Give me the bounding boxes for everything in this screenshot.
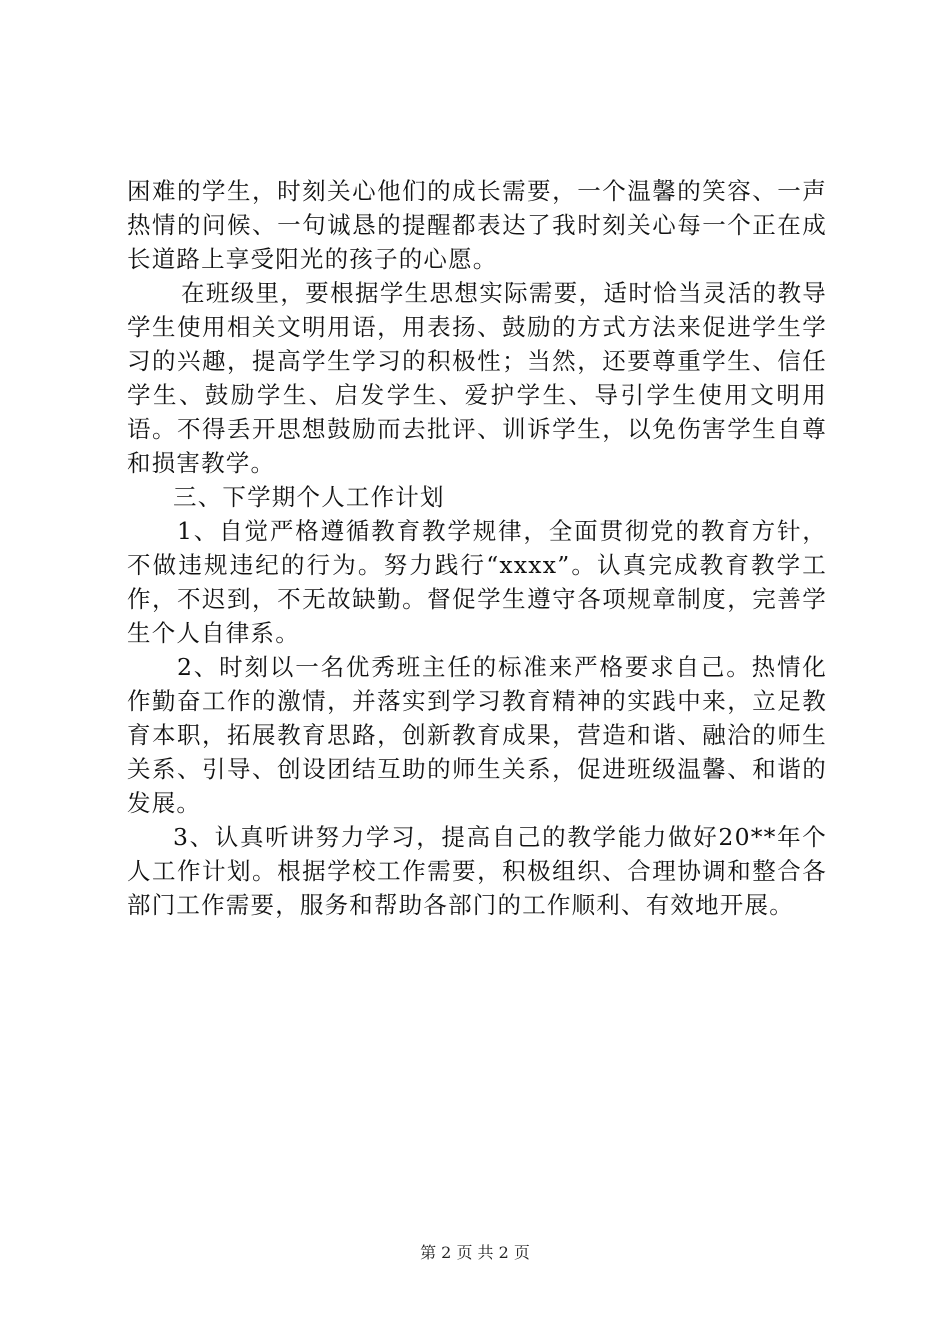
- plan-item-3: 3、认真听讲努力学习，提高自己的教学能力做好20**年个人工作计划。根据学校工作需要，积极组织、合理协调和整合各部门工作需要，服务和帮助各部门的工作顺利、有效地开展。: [127, 823, 827, 919]
- section-heading-next-term-plan: 三、下学期个人工作计划: [173, 483, 445, 511]
- paragraph-continuation: 困难的学生，时刻关心他们的成长需要，一个温馨的笑容、一声热情的问候、一句诚恳的提醒都表达了我时刻关心每一个正在成长道路上享受阳光的孩子的心愿。: [127, 177, 827, 273]
- document-body: [127, 174, 827, 922]
- page-number-footer: 第 2 页 共 2 页: [420, 1243, 530, 1262]
- paragraph-class-guidance: 在班级里，要根据学生思想实际需要，适时恰当灵活的教导学生使用相关文明用语，用表扬、鼓励的方式方法来促进学生学习的兴趣，提高学生学习的积极性；当然，还要尊重学生、信任学生、鼓励学生、启发学生、爱护学生、导引学生使用文明用语。不得丢开思想鼓励而去批评、训诉学生，以免伤害学生自尊和损害教学。: [127, 279, 827, 477]
- plan-item-2: 2、时刻以一名优秀班主任的标准来严格要求自己。热情化作勤奋工作的激情，并落实到学习教育精神的实践中来，立足教育本职，拓展教育思路，创新教育成果，营造和谐、融洽的师生关系、引导、创设团结互助的师生关系，促进班级温馨、和谐的发展。: [127, 653, 827, 817]
- plan-item-1: 1、自觉严格遵循教育教学规律，全面贯彻党的教育方针，不做违规违纪的行为。努力践行“xxxx”。认真完成教育教学工作，不迟到，不无故缺勤。督促学生遵守各项规章制度，完善学生个人自律系。: [127, 517, 827, 647]
